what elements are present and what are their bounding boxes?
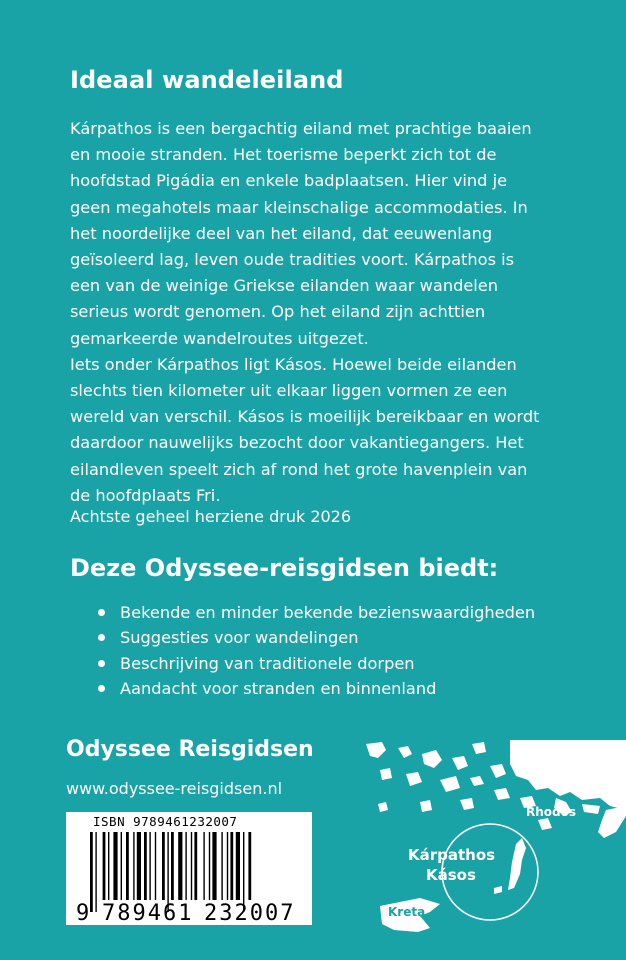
text-line: geïsoleerd lag, leven oude tradities voort. Kárpathos is xyxy=(70,250,515,270)
coastline-shape xyxy=(582,804,600,814)
barcode-bar xyxy=(108,832,109,900)
island-shape xyxy=(366,742,386,758)
barcode-bar xyxy=(113,832,117,900)
list-item-label: Suggesties voor wandelingen xyxy=(120,628,359,648)
text-line: gemarkeerde wandelroutes uitgezet. xyxy=(70,328,369,348)
barcode-bar xyxy=(126,832,129,900)
island-shape xyxy=(380,768,392,780)
barcode-bar xyxy=(230,832,233,900)
barcode-bar xyxy=(243,832,244,912)
map-label-rhodos: Rhodos xyxy=(526,805,577,819)
barcode-bar xyxy=(133,832,134,900)
bullet-icon xyxy=(98,609,105,616)
barcode-digits-left: 789461 xyxy=(102,901,194,925)
barcode-bar xyxy=(203,832,204,900)
bullet-icon xyxy=(98,685,105,692)
barcode-bar xyxy=(137,832,141,900)
list-item xyxy=(98,625,535,650)
text-line: eilandleven speelt zich af rond het grote havenplein van xyxy=(70,459,528,479)
island-shape xyxy=(472,742,486,754)
list-item xyxy=(98,651,535,676)
page-title: Ideaal wandeleiland xyxy=(70,66,344,94)
barcode-bar xyxy=(227,832,228,900)
text-line: daardoor nauwelijks bezocht door vakantiegangers. Het xyxy=(70,433,524,453)
isbn-barcode xyxy=(66,812,312,925)
island-shape xyxy=(420,800,432,812)
edition-note: Achtste geheel herziene druk 2026 xyxy=(70,507,352,526)
text-line: wereld van verschil. Kásos is moeilijk bereikbaar en wordt xyxy=(70,407,540,427)
text-line: een van de weinige Griekse eilanden waar wandelen xyxy=(70,276,499,296)
text-line: slechts tien kilometer uit elkaar liggen vormen ze een xyxy=(70,381,508,401)
island-shape xyxy=(490,764,506,778)
text-line: en mooie stranden. Het toerisme beperkt zich tot de xyxy=(70,145,497,165)
island-shape xyxy=(406,772,422,786)
rhodos-island xyxy=(598,806,626,838)
barcode-bar xyxy=(191,832,192,900)
barcode-bar xyxy=(144,832,147,900)
text-line: de hoofdplaats Fri. xyxy=(70,485,221,505)
bullet-icon xyxy=(98,660,105,667)
barcode-bar xyxy=(209,832,210,900)
barcode-bar xyxy=(121,832,122,900)
barcode-digit-first: 9 xyxy=(76,901,90,925)
kasos-island xyxy=(494,886,502,894)
barcode-bar xyxy=(90,832,93,912)
barcode-bar xyxy=(155,832,156,900)
islands-shapes xyxy=(366,740,626,932)
barcode-bar xyxy=(95,832,96,912)
barcode-bar xyxy=(248,832,251,900)
barcode-graphic xyxy=(66,812,312,925)
island-shape xyxy=(452,756,468,770)
list-item xyxy=(98,600,535,625)
list-item xyxy=(98,676,535,701)
list-item-label: Beschrijving van traditionele dorpen xyxy=(120,653,415,673)
isbn-label: ISBN 9789461232007 xyxy=(93,814,238,829)
features-list xyxy=(98,600,535,702)
barcode-bar xyxy=(171,832,174,900)
publisher-url: www.odyssee-reisgidsen.nl xyxy=(66,779,283,798)
barcode-bar xyxy=(221,832,222,900)
text-line: Iets onder Kárpathos ligt Kásos. Hoewel beide eilanden xyxy=(70,354,517,374)
island-shape xyxy=(470,776,484,786)
list-item-label: Bekende en minder bekende bezienswaardigheden xyxy=(120,603,536,622)
barcode-bar xyxy=(194,832,197,900)
location-map xyxy=(360,740,626,940)
description-paragraph-2 xyxy=(70,352,570,509)
features-heading: Deze Odyssee-reisgidsen biedt: xyxy=(70,554,499,582)
island-shape xyxy=(440,776,460,792)
text-line: serieus wordt genomen. Op het eiland zijn achttien xyxy=(70,302,486,322)
barcode-bar xyxy=(236,832,240,900)
publisher-name: Odyssee Reisgidsen xyxy=(66,737,314,762)
map-label-kasos: Kásos xyxy=(426,866,476,884)
list-item-label: Aandacht voor stranden en binnenland xyxy=(120,679,437,699)
island-shape xyxy=(460,798,474,810)
description-paragraph-1 xyxy=(70,116,570,352)
barcode-bar xyxy=(167,832,168,912)
barcode-bar xyxy=(185,832,186,900)
barcode-bar xyxy=(149,832,150,900)
karpathos-island xyxy=(508,838,526,890)
island-shape xyxy=(378,802,388,812)
barcode-bar xyxy=(162,832,165,900)
description xyxy=(70,116,570,509)
island-shape xyxy=(494,788,510,800)
text-line: geen megahotels maar kleinschalige accommodaties. In xyxy=(70,197,528,217)
bullet-icon xyxy=(98,634,105,641)
barcode-digits-right: 232007 xyxy=(204,901,296,925)
map-label-karpathos: Kárpathos xyxy=(408,846,496,864)
text-line: het noordelijke deel van het eiland, dat eeuwenlang xyxy=(70,223,493,243)
barcode-bar xyxy=(212,832,216,900)
island-shape xyxy=(538,818,552,830)
island-shape xyxy=(398,746,412,758)
map-label-kreta: Kreta xyxy=(388,905,426,919)
text-line: hoofdstad Pigádia en enkele badplaatsen. Hier vind je xyxy=(70,171,508,191)
barcode-bar xyxy=(178,832,182,900)
island-shape xyxy=(422,750,442,768)
barcode-bar xyxy=(103,832,106,900)
text-line: Kárpathos is een bergachtig eiland met prachtige baaien xyxy=(70,119,532,138)
